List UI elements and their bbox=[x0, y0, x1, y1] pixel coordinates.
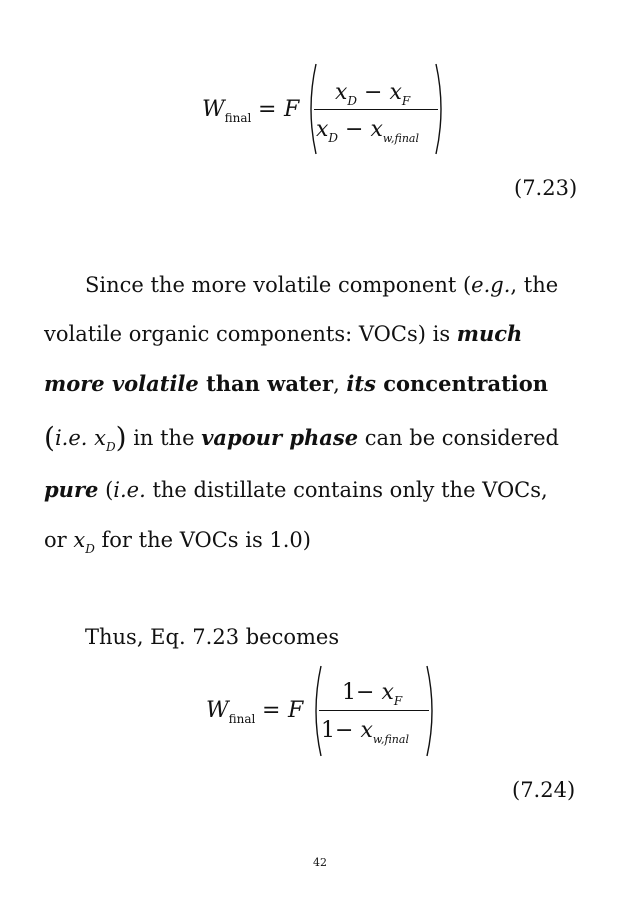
eq2-number: (7.24) bbox=[512, 778, 576, 802]
para1-line-3: more volatile than water, its concentration bbox=[44, 371, 549, 396]
eq2-lhs: $W_{final}$ bbox=[206, 698, 256, 726]
eq1-fraction-bar bbox=[314, 109, 438, 110]
eq1-lhs: $W_{final}$ bbox=[202, 97, 252, 125]
eq1-factor: F bbox=[284, 97, 300, 122]
paragraph-thus: Thus, Eq. 7.23 becomes bbox=[85, 625, 340, 649]
eq1-numerator: $x_D - x_F$ bbox=[335, 80, 411, 108]
para1-line-5: pure (i.e. the distillate contains only the VOCs, bbox=[44, 477, 548, 502]
eq2-denominator: $1- x_{w,final}$ bbox=[321, 718, 409, 746]
eq1-number: (7.23) bbox=[514, 176, 578, 200]
eq2-numerator: $1- x_F$ bbox=[342, 680, 403, 708]
eq2-factor: F bbox=[288, 698, 304, 723]
eq1-equals: = bbox=[258, 97, 277, 122]
eq1-denominator: $x_D - x_{w,final}$ bbox=[316, 117, 420, 145]
para1-line-1: Since the more volatile component (e.g., the bbox=[85, 273, 559, 297]
para1-line-2: volatile organic components: VOCs) is much bbox=[44, 321, 523, 346]
eq2-right-paren bbox=[425, 664, 439, 758]
eq2-equals: = bbox=[262, 698, 281, 723]
eq2-fraction-bar bbox=[319, 710, 429, 711]
para1-line-4: (i.e. $x_D$) in the vapour phase can be considered bbox=[44, 421, 559, 454]
eq1-right-paren bbox=[434, 62, 448, 156]
para1-line-6: or $x_D$ for the VOCs is 1.0) bbox=[44, 528, 311, 556]
page-number: 42 bbox=[313, 856, 327, 869]
